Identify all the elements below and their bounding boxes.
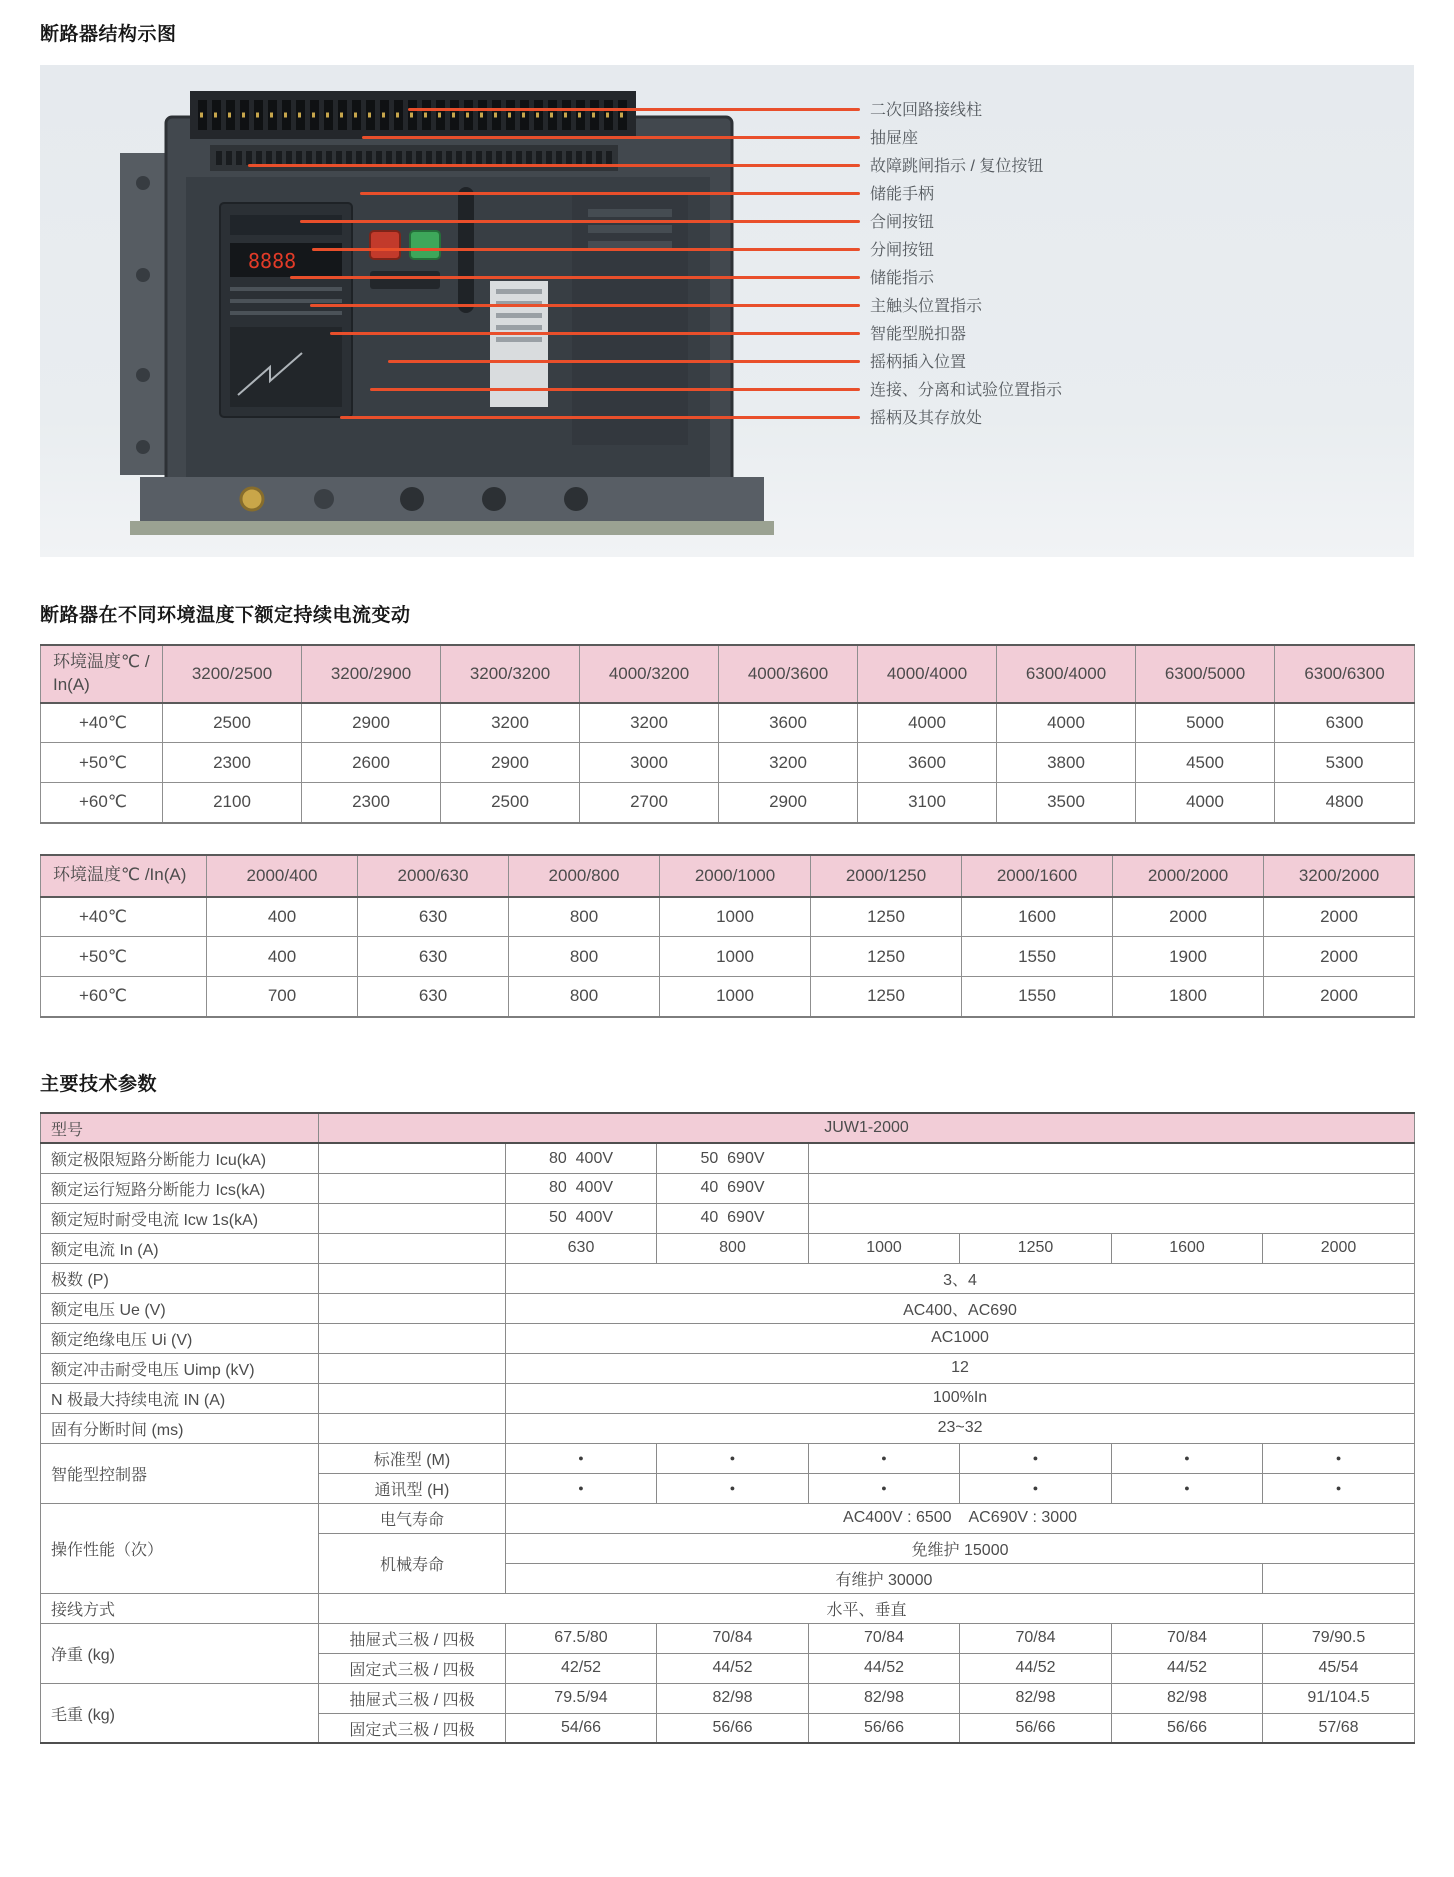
param-value: 56/66: [657, 1713, 809, 1743]
param-value: 80 400V: [506, 1173, 657, 1203]
table-row: [41, 743, 1415, 783]
param-value: 70/84: [809, 1623, 960, 1653]
current-value: 2900: [302, 703, 441, 743]
empty-cell: [809, 1203, 1415, 1233]
callout-item: [40, 207, 1414, 235]
current-value: 1250: [811, 977, 962, 1017]
table-row: [41, 783, 1415, 823]
tech-header-row: [41, 1113, 1415, 1143]
rating-column-header: 4000/3200: [580, 645, 719, 703]
param-value: 54/66: [506, 1713, 657, 1743]
current-value: 2300: [302, 783, 441, 823]
callout-label: 储能手柄: [870, 185, 935, 203]
param-value: 100%In: [506, 1383, 1415, 1413]
rating-column-header: 2000/1250: [811, 855, 962, 897]
param-value: AC400V : 6500 AC690V : 3000: [506, 1503, 1415, 1533]
section-title-tech-params: 主要技术参数: [40, 1073, 158, 1095]
current-value: 3200: [719, 743, 858, 783]
param-value: 50 690V: [657, 1143, 809, 1173]
callout-item: [40, 319, 1414, 347]
empty-cell: [809, 1143, 1415, 1173]
current-value: 400: [207, 897, 358, 937]
param-value: 50 400V: [506, 1203, 657, 1233]
tech-params-table: [40, 1112, 1415, 1744]
env-current-table-high: [40, 644, 1415, 824]
current-value: 2700: [580, 783, 719, 823]
param-value: 82/98: [1112, 1683, 1263, 1713]
table-row: [41, 1143, 1415, 1173]
param-value: 79.5/94: [506, 1683, 657, 1713]
callout-line: [310, 304, 860, 307]
table-row: [41, 1323, 1415, 1353]
callout-line: [312, 248, 860, 251]
param-label: 净重 (kg): [41, 1623, 319, 1683]
rating-column-header: 4000/3600: [719, 645, 858, 703]
env-temp-column-header: 环境温度℃ / In(A): [41, 645, 163, 703]
param-value: 800: [657, 1233, 809, 1263]
temperature-label: +50℃: [41, 937, 207, 977]
current-value: 2000: [1264, 937, 1415, 977]
param-value: 1250: [960, 1233, 1112, 1263]
callout-label: 分闸按钮: [870, 241, 935, 259]
param-label: 接线方式: [41, 1593, 319, 1623]
param-value: 56/66: [960, 1713, 1112, 1743]
availability-dot: ●: [809, 1443, 960, 1473]
param-label: 额定短时耐受电流 Icw 1s(kA): [41, 1203, 319, 1233]
param-value: 82/98: [657, 1683, 809, 1713]
param-value: 1600: [1112, 1233, 1263, 1263]
param-value: 57/68: [1263, 1713, 1415, 1743]
param-label: N 极最大持续电流 IN (A): [41, 1383, 319, 1413]
current-value: 6300: [1275, 703, 1415, 743]
current-value: 4000: [1136, 783, 1275, 823]
param-value: 70/84: [960, 1623, 1112, 1653]
table-row: [41, 1503, 1415, 1533]
temperature-label: +60℃: [41, 783, 163, 823]
current-value: 630: [358, 977, 509, 1017]
param-value: 82/98: [960, 1683, 1112, 1713]
table-row: [41, 1263, 1415, 1293]
callout-line: [370, 388, 860, 391]
callout-line: [248, 164, 860, 167]
callout-line: [408, 108, 860, 111]
table-row: [41, 1173, 1415, 1203]
param-value: 3、4: [506, 1263, 1415, 1293]
empty-cell: [319, 1263, 506, 1293]
current-value: 1600: [962, 897, 1113, 937]
param-label: 额定运行短路分断能力 Ics(kA): [41, 1173, 319, 1203]
temperature-label: +40℃: [41, 703, 163, 743]
callout-label: 故障跳闸指示 / 复位按钮: [870, 157, 1044, 175]
callout-label: 智能型脱扣器: [870, 325, 967, 343]
current-value: 4000: [858, 703, 997, 743]
rating-column-header: 6300/5000: [1136, 645, 1275, 703]
param-value: 79/90.5: [1263, 1623, 1415, 1653]
rating-column-header: 2000/2000: [1113, 855, 1264, 897]
rating-column-header: 3200/2900: [302, 645, 441, 703]
current-value: 1250: [811, 937, 962, 977]
empty-cell: [319, 1143, 506, 1173]
param-value: 80 400V: [506, 1143, 657, 1173]
param-label: 额定电流 In (A): [41, 1233, 319, 1263]
table-row: [41, 977, 1415, 1017]
empty-cell: [319, 1293, 506, 1323]
param-value: 44/52: [809, 1653, 960, 1683]
callout-line: [290, 276, 860, 279]
sub-param-label: 固定式三极 / 四极: [319, 1653, 506, 1683]
rating-column-header: 3200/2500: [163, 645, 302, 703]
callout-line: [330, 332, 860, 335]
param-value: 42/52: [506, 1653, 657, 1683]
availability-dot: ●: [960, 1443, 1112, 1473]
table-header-row: [41, 855, 1415, 897]
current-value: 3100: [858, 783, 997, 823]
table-row: [41, 703, 1415, 743]
env-temp-column-header: 环境温度℃ /In(A): [41, 855, 207, 897]
param-value: 有维护 30000: [506, 1563, 1263, 1593]
empty-cell: [319, 1233, 506, 1263]
table-row: [41, 897, 1415, 937]
param-value: 70/84: [657, 1623, 809, 1653]
current-value: 800: [509, 897, 660, 937]
current-value: 2500: [163, 703, 302, 743]
current-value: 2000: [1113, 897, 1264, 937]
availability-dot: ●: [657, 1473, 809, 1503]
table-row: [41, 1353, 1415, 1383]
param-label: 操作性能（次）: [41, 1503, 319, 1593]
param-value: AC1000: [506, 1323, 1415, 1353]
sub-param-label: 机械寿命: [319, 1533, 506, 1593]
rating-column-header: 6300/6300: [1275, 645, 1415, 703]
empty-cell: [319, 1353, 506, 1383]
current-value: 3500: [997, 783, 1136, 823]
param-label: 额定绝缘电压 Ui (V): [41, 1323, 319, 1353]
current-value: 1000: [660, 977, 811, 1017]
param-value: 44/52: [657, 1653, 809, 1683]
param-value: 67.5/80: [506, 1623, 657, 1653]
table-header-row: [41, 645, 1415, 703]
rating-column-header: 2000/630: [358, 855, 509, 897]
callout-item: [40, 291, 1414, 319]
rating-column-header: 4000/4000: [858, 645, 997, 703]
rating-column-header: 2000/1000: [660, 855, 811, 897]
availability-dot: ●: [506, 1443, 657, 1473]
current-value: 2500: [441, 783, 580, 823]
param-value: 40 690V: [657, 1203, 809, 1233]
current-value: 2900: [441, 743, 580, 783]
callout-label: 主触头位置指示: [870, 297, 983, 315]
param-value: 免维护 15000: [506, 1533, 1415, 1563]
current-value: 2000: [1264, 977, 1415, 1017]
param-value: 44/52: [960, 1653, 1112, 1683]
param-value: 56/66: [1112, 1713, 1263, 1743]
breaker-diagram-panel: [40, 65, 1414, 557]
callout-label: 抽屉座: [870, 129, 919, 147]
table-row: [41, 1413, 1415, 1443]
param-label: 额定电压 Ue (V): [41, 1293, 319, 1323]
table-row: [41, 1623, 1415, 1653]
param-value: 水平、垂直: [319, 1593, 1415, 1623]
current-value: 3200: [441, 703, 580, 743]
availability-dot: ●: [1112, 1473, 1263, 1503]
current-value: 1900: [1113, 937, 1264, 977]
param-value: 23~32: [506, 1413, 1415, 1443]
current-value: 2000: [1264, 897, 1415, 937]
current-value: 1550: [962, 937, 1113, 977]
callout-item: [40, 95, 1414, 123]
current-value: 630: [358, 897, 509, 937]
callout-line: [340, 416, 860, 419]
sub-param-label: 电气寿命: [319, 1503, 506, 1533]
param-label: 固有分断时间 (ms): [41, 1413, 319, 1443]
empty-cell: [1263, 1563, 1415, 1593]
temperature-label: +50℃: [41, 743, 163, 783]
current-value: 1000: [660, 897, 811, 937]
callout-line: [300, 220, 860, 223]
callout-label: 二次回路接线柱: [870, 101, 983, 119]
table-row: [41, 1203, 1415, 1233]
availability-dot: ●: [809, 1473, 960, 1503]
rating-column-header: 2000/400: [207, 855, 358, 897]
sub-param-label: 抽屉式三极 / 四极: [319, 1623, 506, 1653]
current-value: 4000: [997, 703, 1136, 743]
current-value: 2900: [719, 783, 858, 823]
param-label: 智能型控制器: [41, 1443, 319, 1503]
callout-line: [362, 136, 860, 139]
empty-cell: [809, 1173, 1415, 1203]
param-value: 2000: [1263, 1233, 1415, 1263]
availability-dot: ●: [1263, 1443, 1415, 1473]
current-value: 1250: [811, 897, 962, 937]
param-label: 极数 (P): [41, 1263, 319, 1293]
param-value: 40 690V: [657, 1173, 809, 1203]
current-value: 2300: [163, 743, 302, 783]
current-value: 3600: [858, 743, 997, 783]
callout-label: 连接、分离和试验位置指示: [870, 381, 1063, 399]
model-value: JUW1-2000: [319, 1113, 1415, 1143]
callout-item: [40, 151, 1414, 179]
current-value: 2600: [302, 743, 441, 783]
callout-line: [388, 360, 860, 363]
current-value: 3200: [580, 703, 719, 743]
param-value: 630: [506, 1233, 657, 1263]
current-value: 630: [358, 937, 509, 977]
param-label: 毛重 (kg): [41, 1683, 319, 1743]
callout-label: 合闸按钮: [870, 213, 935, 231]
table-row: [41, 1383, 1415, 1413]
rating-column-header: 6300/4000: [997, 645, 1136, 703]
empty-cell: [319, 1173, 506, 1203]
current-value: 4800: [1275, 783, 1415, 823]
param-value: 70/84: [1112, 1623, 1263, 1653]
callout-label: 储能指示: [870, 269, 935, 287]
section-title-structure: 断路器结构示图: [40, 24, 177, 45]
callout-item: [40, 403, 1414, 431]
table-row: [41, 1683, 1415, 1713]
availability-dot: ●: [1112, 1443, 1263, 1473]
rating-column-header: 3200/3200: [441, 645, 580, 703]
current-value: 5000: [1136, 703, 1275, 743]
param-value: 82/98: [809, 1683, 960, 1713]
current-value: 3600: [719, 703, 858, 743]
model-label: 型号: [41, 1113, 319, 1143]
temperature-label: +60℃: [41, 977, 207, 1017]
sub-param-label: 抽屉式三极 / 四极: [319, 1683, 506, 1713]
empty-cell: [319, 1203, 506, 1233]
current-value: 3000: [580, 743, 719, 783]
param-value: 1000: [809, 1233, 960, 1263]
param-value: 12: [506, 1353, 1415, 1383]
current-value: 400: [207, 937, 358, 977]
availability-dot: ●: [1263, 1473, 1415, 1503]
current-value: 700: [207, 977, 358, 1017]
callout-line: [360, 192, 860, 195]
callout-label: 摇柄及其存放处: [870, 409, 983, 427]
callout-label: 摇柄插入位置: [870, 353, 967, 371]
callout-item: [40, 263, 1414, 291]
section-title-current-variation: 断路器在不同环境温度下额定持续电流变动: [40, 604, 411, 626]
param-value: 91/104.5: [1263, 1683, 1415, 1713]
availability-dot: ●: [960, 1473, 1112, 1503]
temperature-label: +40℃: [41, 897, 207, 937]
callout-item: [40, 123, 1414, 151]
rating-column-header: 2000/800: [509, 855, 660, 897]
sub-param-label: 标准型 (M): [319, 1443, 506, 1473]
table-row: [41, 1593, 1415, 1623]
sub-param-label: 通讯型 (H): [319, 1473, 506, 1503]
current-value: 800: [509, 977, 660, 1017]
rating-column-header: 3200/2000: [1264, 855, 1415, 897]
empty-cell: [319, 1383, 506, 1413]
callout-item: [40, 235, 1414, 263]
param-value: 45/54: [1263, 1653, 1415, 1683]
current-value: 4500: [1136, 743, 1275, 783]
current-value: 1550: [962, 977, 1113, 1017]
rating-column-header: 2000/1600: [962, 855, 1113, 897]
current-value: 5300: [1275, 743, 1415, 783]
current-value: 1800: [1113, 977, 1264, 1017]
param-value: 56/66: [809, 1713, 960, 1743]
table-row: [41, 1443, 1415, 1473]
sub-param-label: 固定式三极 / 四极: [319, 1713, 506, 1743]
param-label: 额定冲击耐受电压 Uimp (kV): [41, 1353, 319, 1383]
svg-text:8888: 8888: [248, 248, 297, 273]
availability-dot: ●: [657, 1443, 809, 1473]
current-value: 800: [509, 937, 660, 977]
param-label: 额定极限短路分断能力 Icu(kA): [41, 1143, 319, 1173]
callout-item: [40, 347, 1414, 375]
param-value: AC400、AC690: [506, 1293, 1415, 1323]
current-value: 3800: [997, 743, 1136, 783]
table-row: [41, 1233, 1415, 1263]
env-current-table-low: [40, 854, 1415, 1018]
callout-item: [40, 179, 1414, 207]
empty-cell: [319, 1323, 506, 1353]
callout-item: [40, 375, 1414, 403]
table-row: [41, 937, 1415, 977]
current-value: 1000: [660, 937, 811, 977]
table-row: [41, 1293, 1415, 1323]
availability-dot: ●: [506, 1473, 657, 1503]
param-value: 44/52: [1112, 1653, 1263, 1683]
empty-cell: [319, 1413, 506, 1443]
current-value: 2100: [163, 783, 302, 823]
